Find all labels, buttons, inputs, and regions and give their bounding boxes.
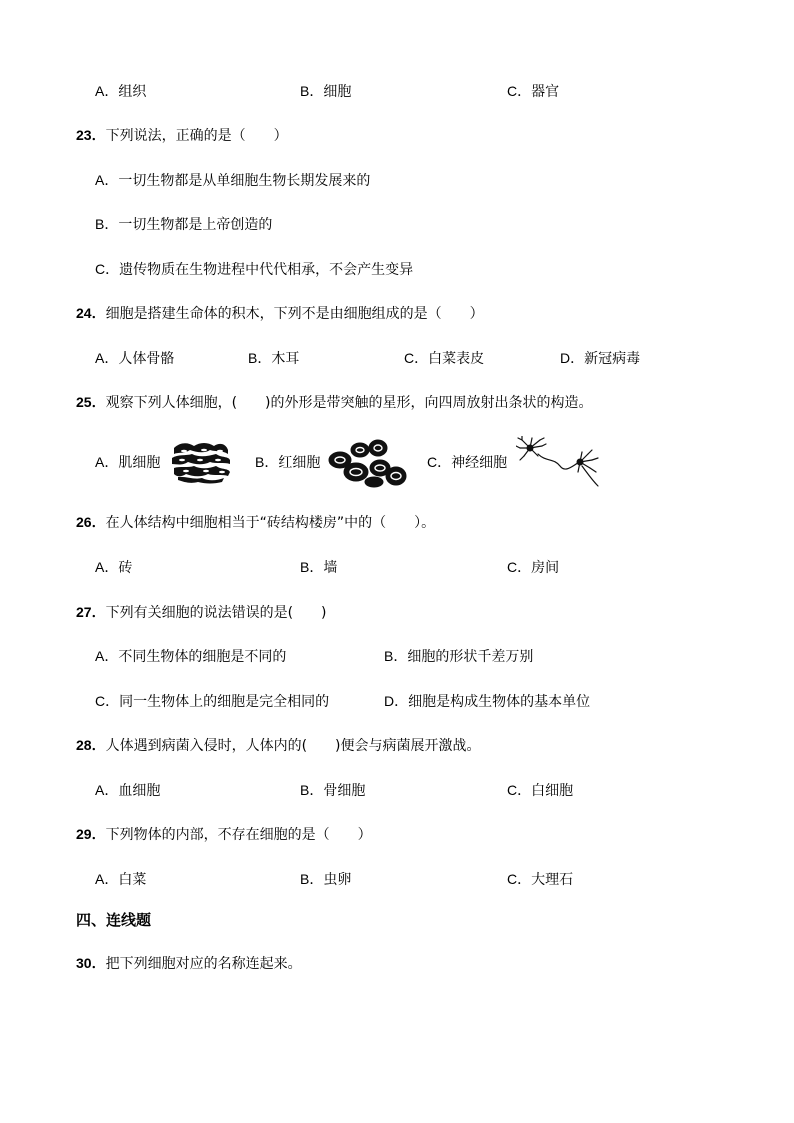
option-b[interactable]: B．红细胞 bbox=[255, 454, 321, 471]
question-24: 24．细胞是搭建生命体的积木，下列不是由细胞组成的是（ ） bbox=[76, 305, 484, 322]
option-d[interactable]: D．细胞是构成生物体的基本单位 bbox=[384, 693, 591, 710]
option-b[interactable]: B．一切生物都是上帝创造的 bbox=[95, 216, 273, 233]
option-c[interactable]: C．白细胞 bbox=[507, 782, 574, 799]
option-c[interactable]: C．白菜表皮 bbox=[404, 350, 485, 367]
muscle-cell-icon bbox=[170, 440, 232, 484]
option-b[interactable]: B．虫卵 bbox=[300, 871, 352, 888]
option-b[interactable]: B．木耳 bbox=[248, 350, 300, 367]
option-c[interactable]: C．房间 bbox=[507, 559, 560, 576]
option-b[interactable]: B．细胞 bbox=[300, 83, 352, 100]
option-b[interactable]: B．墙 bbox=[300, 559, 338, 576]
option-c[interactable]: C．遗传物质在生物进程中代代相承，不会产生变异 bbox=[95, 261, 414, 278]
question-25: 25．观察下列人体细胞，( )的外形是带突触的星形，向四周放射出条状的构造。 bbox=[76, 394, 593, 411]
option-b[interactable]: B．骨细胞 bbox=[300, 782, 366, 799]
option-d[interactable]: D．新冠病毒 bbox=[560, 350, 641, 367]
question-27: 27．下列有关细胞的说法错误的是( ) bbox=[76, 604, 327, 621]
option-a[interactable]: A．肌细胞 bbox=[95, 454, 161, 471]
option-b[interactable]: B．细胞的形状千差万别 bbox=[384, 648, 534, 665]
red-blood-cell-icon bbox=[326, 436, 408, 488]
section-heading: 四、连线题 bbox=[76, 911, 152, 929]
nerve-cell-icon bbox=[516, 436, 602, 490]
question-26: 26．在人体结构中细胞相当于“砖结构楼房”中的（ ）。 bbox=[76, 514, 436, 531]
question-23: 23．下列说法，正确的是（ ） bbox=[76, 127, 288, 144]
option-c[interactable]: C．器官 bbox=[507, 83, 560, 100]
option-a[interactable]: A．组织 bbox=[95, 83, 147, 100]
option-a[interactable]: A．砖 bbox=[95, 559, 133, 576]
option-c[interactable]: C．神经细胞 bbox=[427, 454, 508, 471]
option-a[interactable]: A．人体骨骼 bbox=[95, 350, 175, 367]
option-a[interactable]: A．白菜 bbox=[95, 871, 147, 888]
question-30: 30．把下列细胞对应的名称连起来。 bbox=[76, 955, 302, 972]
option-a[interactable]: A．不同生物体的细胞是不同的 bbox=[95, 648, 287, 665]
option-a[interactable]: A．一切生物都是从单细胞生物长期发展来的 bbox=[95, 172, 371, 189]
option-c[interactable]: C．同一生物体上的细胞是完全相同的 bbox=[95, 693, 330, 710]
option-a[interactable]: A．血细胞 bbox=[95, 782, 161, 799]
option-c[interactable]: C．大理石 bbox=[507, 871, 574, 888]
question-29: 29．下列物体的内部，不存在细胞的是（ ） bbox=[76, 826, 372, 843]
question-28: 28．人体遇到病菌入侵时，人体内的( )便会与病菌展开激战。 bbox=[76, 737, 481, 754]
